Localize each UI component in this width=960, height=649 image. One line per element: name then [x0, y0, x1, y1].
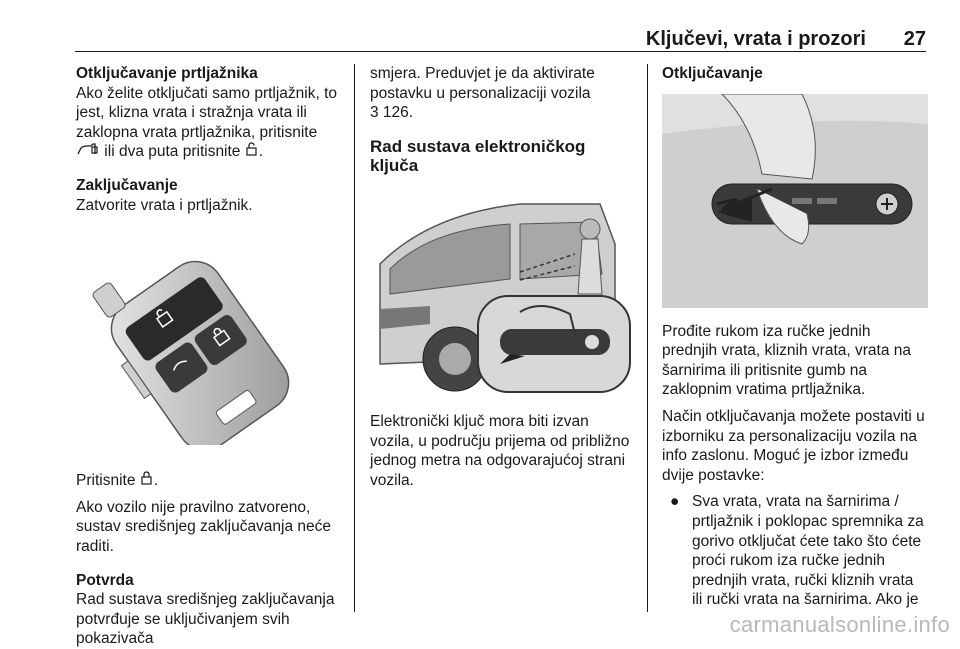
page-header	[75, 28, 926, 52]
column-1	[76, 64, 342, 649]
paragraph-confirm: Rad sustava središnjeg zaključavanja potvrđuje se uključivanjem svih pokazivača	[76, 591, 335, 648]
text-period: .	[258, 143, 264, 161]
paragraph-press	[76, 471, 342, 491]
paragraph-unlock-trunk	[76, 84, 342, 162]
reference-arrow-icon: 3	[370, 104, 379, 122]
door-handle-image	[662, 94, 928, 308]
reference-page: 126.	[378, 104, 414, 122]
column-divider-1	[354, 64, 355, 612]
text-period: .	[153, 472, 159, 490]
header-title: Ključevi, vrata i prozori	[645, 28, 866, 50]
bullet-item-1	[662, 492, 928, 610]
text-unlock-trunk: Ako želite otključati samo prtljažnik, to jest, klizna vrata i stražnja vrata ili zaklopna vrata prtljažnika, pritisnite	[76, 84, 338, 141]
paragraph-method: Način otključavanja možete postaviti u izborniku za personalizaciju vozila na info zaslonu. Moguć je izbor između dvije postavke:	[662, 407, 925, 484]
padlock-closed-icon	[140, 471, 154, 491]
heading-unlock-trunk: Otključavanje prtljažnika	[76, 65, 258, 82]
padlock-open-icon	[245, 142, 259, 162]
van-illustration	[370, 184, 636, 398]
paragraph-lock: Zatvorite vrata i prtljažnik.	[76, 196, 253, 214]
header-rule	[75, 51, 926, 52]
heading-lock: Zaključavanje	[76, 176, 178, 194]
bullet-dot: ●	[670, 493, 680, 511]
paragraph-electronic: Elektronički ključ mora biti izvan vozila, u području prijema od približno jednog metra na odgovarajućoj strani vozila.	[370, 412, 630, 489]
paragraph-pass-hand: Prođite rukom iza ručke jednih prednjih vrata, kliznih vrata, vrata na šarnirima ili pritisnite gumb na zaklopnim vratima prtljažnika.	[662, 322, 911, 399]
heading-electronic-key: Rad sustava elektroničkog ključa	[370, 136, 586, 176]
paragraph-not-closed: Ako vozilo nije pravilno zatvoreno, sustav središnjeg zaključavanja neće raditi.	[76, 498, 332, 555]
car-trunk-icon	[76, 142, 100, 162]
column-divider-2	[647, 64, 648, 612]
heading-confirm: Potvrda	[76, 571, 134, 589]
page-number: 27	[903, 28, 926, 50]
paragraph-continuation: smjera. Preduvjet je da aktivirate postavku u personalizaciji vozila	[370, 65, 595, 102]
column-3	[662, 64, 928, 610]
page-reference	[370, 103, 636, 123]
text-unlock-trunk-tail: ili dva puta pritisnite	[100, 143, 245, 161]
column-2	[370, 64, 636, 490]
watermark: carmanualsonline.info	[729, 612, 950, 637]
remote-key-image	[76, 245, 326, 445]
heading-unlocking: Otključavanje	[662, 65, 763, 82]
text-press: Pritisnite	[76, 472, 140, 490]
bullet-text: Sva vrata, vrata na šarnirima / prtljažnik i poklopac spremnika za gorivo otključat ćete tako što ćete proći rukom iza ručke jednih prednjih vrata, ručki kliznih vrata ili ručki vrata na šarnirima. Ako je	[692, 493, 924, 609]
